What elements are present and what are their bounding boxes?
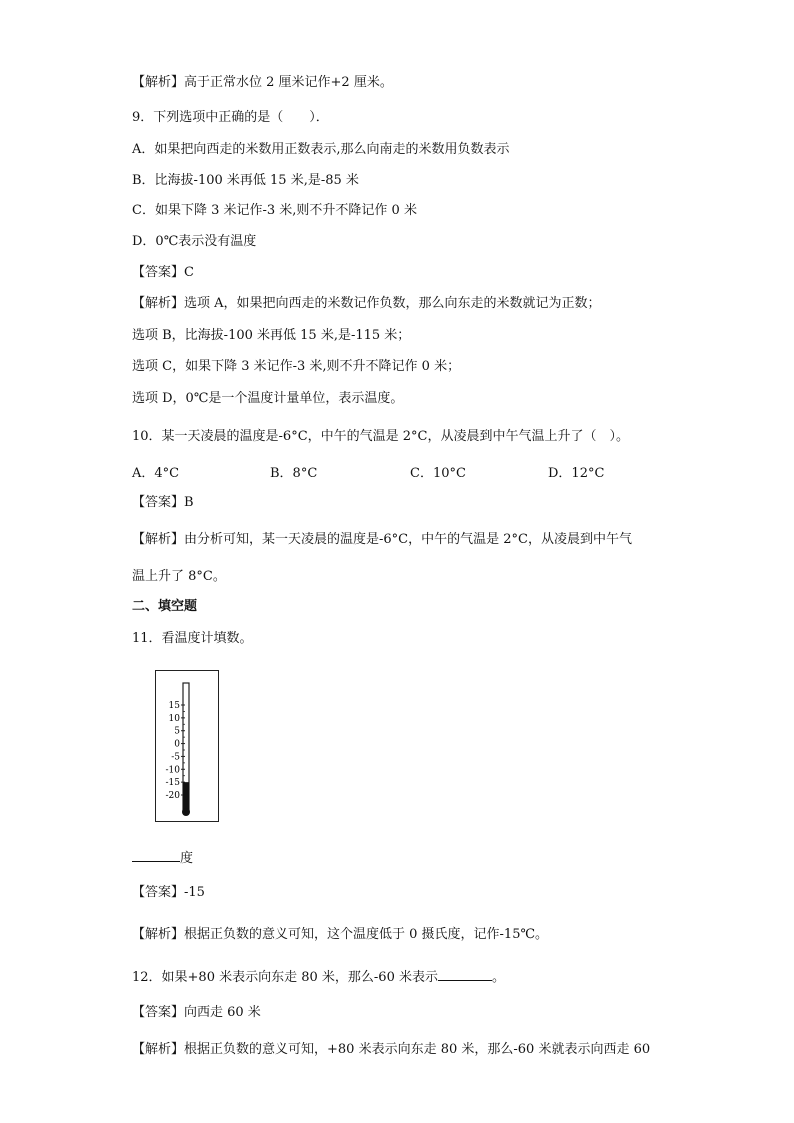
q9-explanation-4: 选项 D，0℃是一个温度计量单位，表示温度。 [132, 391, 404, 406]
q9-option-a: A．如果把向西走的米数用正数表示,那么向南走的米数用负数表示 [132, 142, 510, 157]
thermometer-svg [156, 671, 217, 820]
thermometer-bulb [182, 808, 190, 816]
q11-explanation: 【解析】根据正负数的意义可知，这个温度低于 0 摄氏度，记作-15℃。 [132, 927, 549, 942]
question-10: 10．某一天凌晨的温度是-6°C，中午的气温是 2°C，从凌晨到中午气温上升了（ ）。 [132, 429, 630, 444]
thermometer-tick-label: 10 [168, 713, 180, 724]
q11-unit: 度 [180, 851, 194, 866]
q10-option-d: D．12°C [548, 466, 605, 481]
q10-option-a: A．4°C [132, 466, 180, 481]
q10-explanation-1: 【解析】由分析可知，某一天凌晨的温度是-6°C，中午的气温是 2°C，从凌晨到中午气 [132, 532, 632, 547]
question-12 [132, 967, 505, 987]
thermometer-tick-label: -10 [165, 765, 180, 776]
q9-explanation-3: 选项 C，如果下降 3 米记作-3 米,则不升不降记作 0 米； [132, 359, 461, 374]
q10-explanation-2: 温上升了 8°C。 [132, 569, 226, 584]
q12-text: 12．如果+80 米表示向东走 80 米，那么-60 米表示 [132, 970, 438, 985]
q11-answer-blank[interactable] [132, 848, 180, 862]
q10-answer: 【答案】B [132, 495, 194, 510]
thermometer-tick-label: 5 [174, 726, 180, 737]
thermometer-tick-label: 0 [174, 739, 180, 750]
analysis-water-level: 【解析】高于正常水位 2 厘米记作+2 厘米。 [132, 75, 393, 90]
q9-explanation-1: 【解析】选项 A，如果把向西走的米数记作负数，那么向东走的米数就记为正数； [132, 296, 601, 311]
q9-answer: 【答案】C [132, 265, 194, 280]
q10-option-b: B．8°C [270, 466, 318, 481]
q12-answer: 【答案】向西走 60 米 [132, 1005, 261, 1020]
question-11: 11．看温度计填数。 [132, 631, 253, 646]
q11-answer: 【答案】-15 [132, 885, 205, 900]
q9-option-d: D．0℃表示没有温度 [132, 234, 257, 249]
q12-explanation: 【解析】根据正负数的意义可知，+80 米表示向东走 80 米，那么-60 米就表示向西走 60 [132, 1042, 651, 1057]
q9-explanation-2: 选项 B，比海拔-100 米再低 15 米,是-115 米； [132, 328, 411, 343]
q9-option-c: C．如果下降 3 米记作-3 米,则不升不降记作 0 米 [132, 203, 417, 218]
q12-answer-blank[interactable] [438, 967, 492, 981]
thermometer-tick-label: 15 [168, 701, 180, 711]
q11-answer-blank-row [132, 848, 193, 868]
thermometer-tick-label: -20 [165, 791, 180, 801]
q10-option-c: C．10°C [410, 466, 466, 481]
thermometer-tick-label: -15 [165, 778, 180, 789]
thermometer-tick-label: -5 [171, 752, 180, 763]
section-title-fill-in: 二、填空题 [132, 599, 198, 614]
thermometer-figure [155, 670, 219, 822]
thermometer-liquid-column [183, 782, 189, 811]
q12-period: 。 [491, 970, 505, 985]
question-9: 9．下列选项中正确的是（ ）． [132, 110, 329, 125]
q9-option-b: B．比海拔-100 米再低 15 米,是-85 米 [132, 173, 359, 188]
